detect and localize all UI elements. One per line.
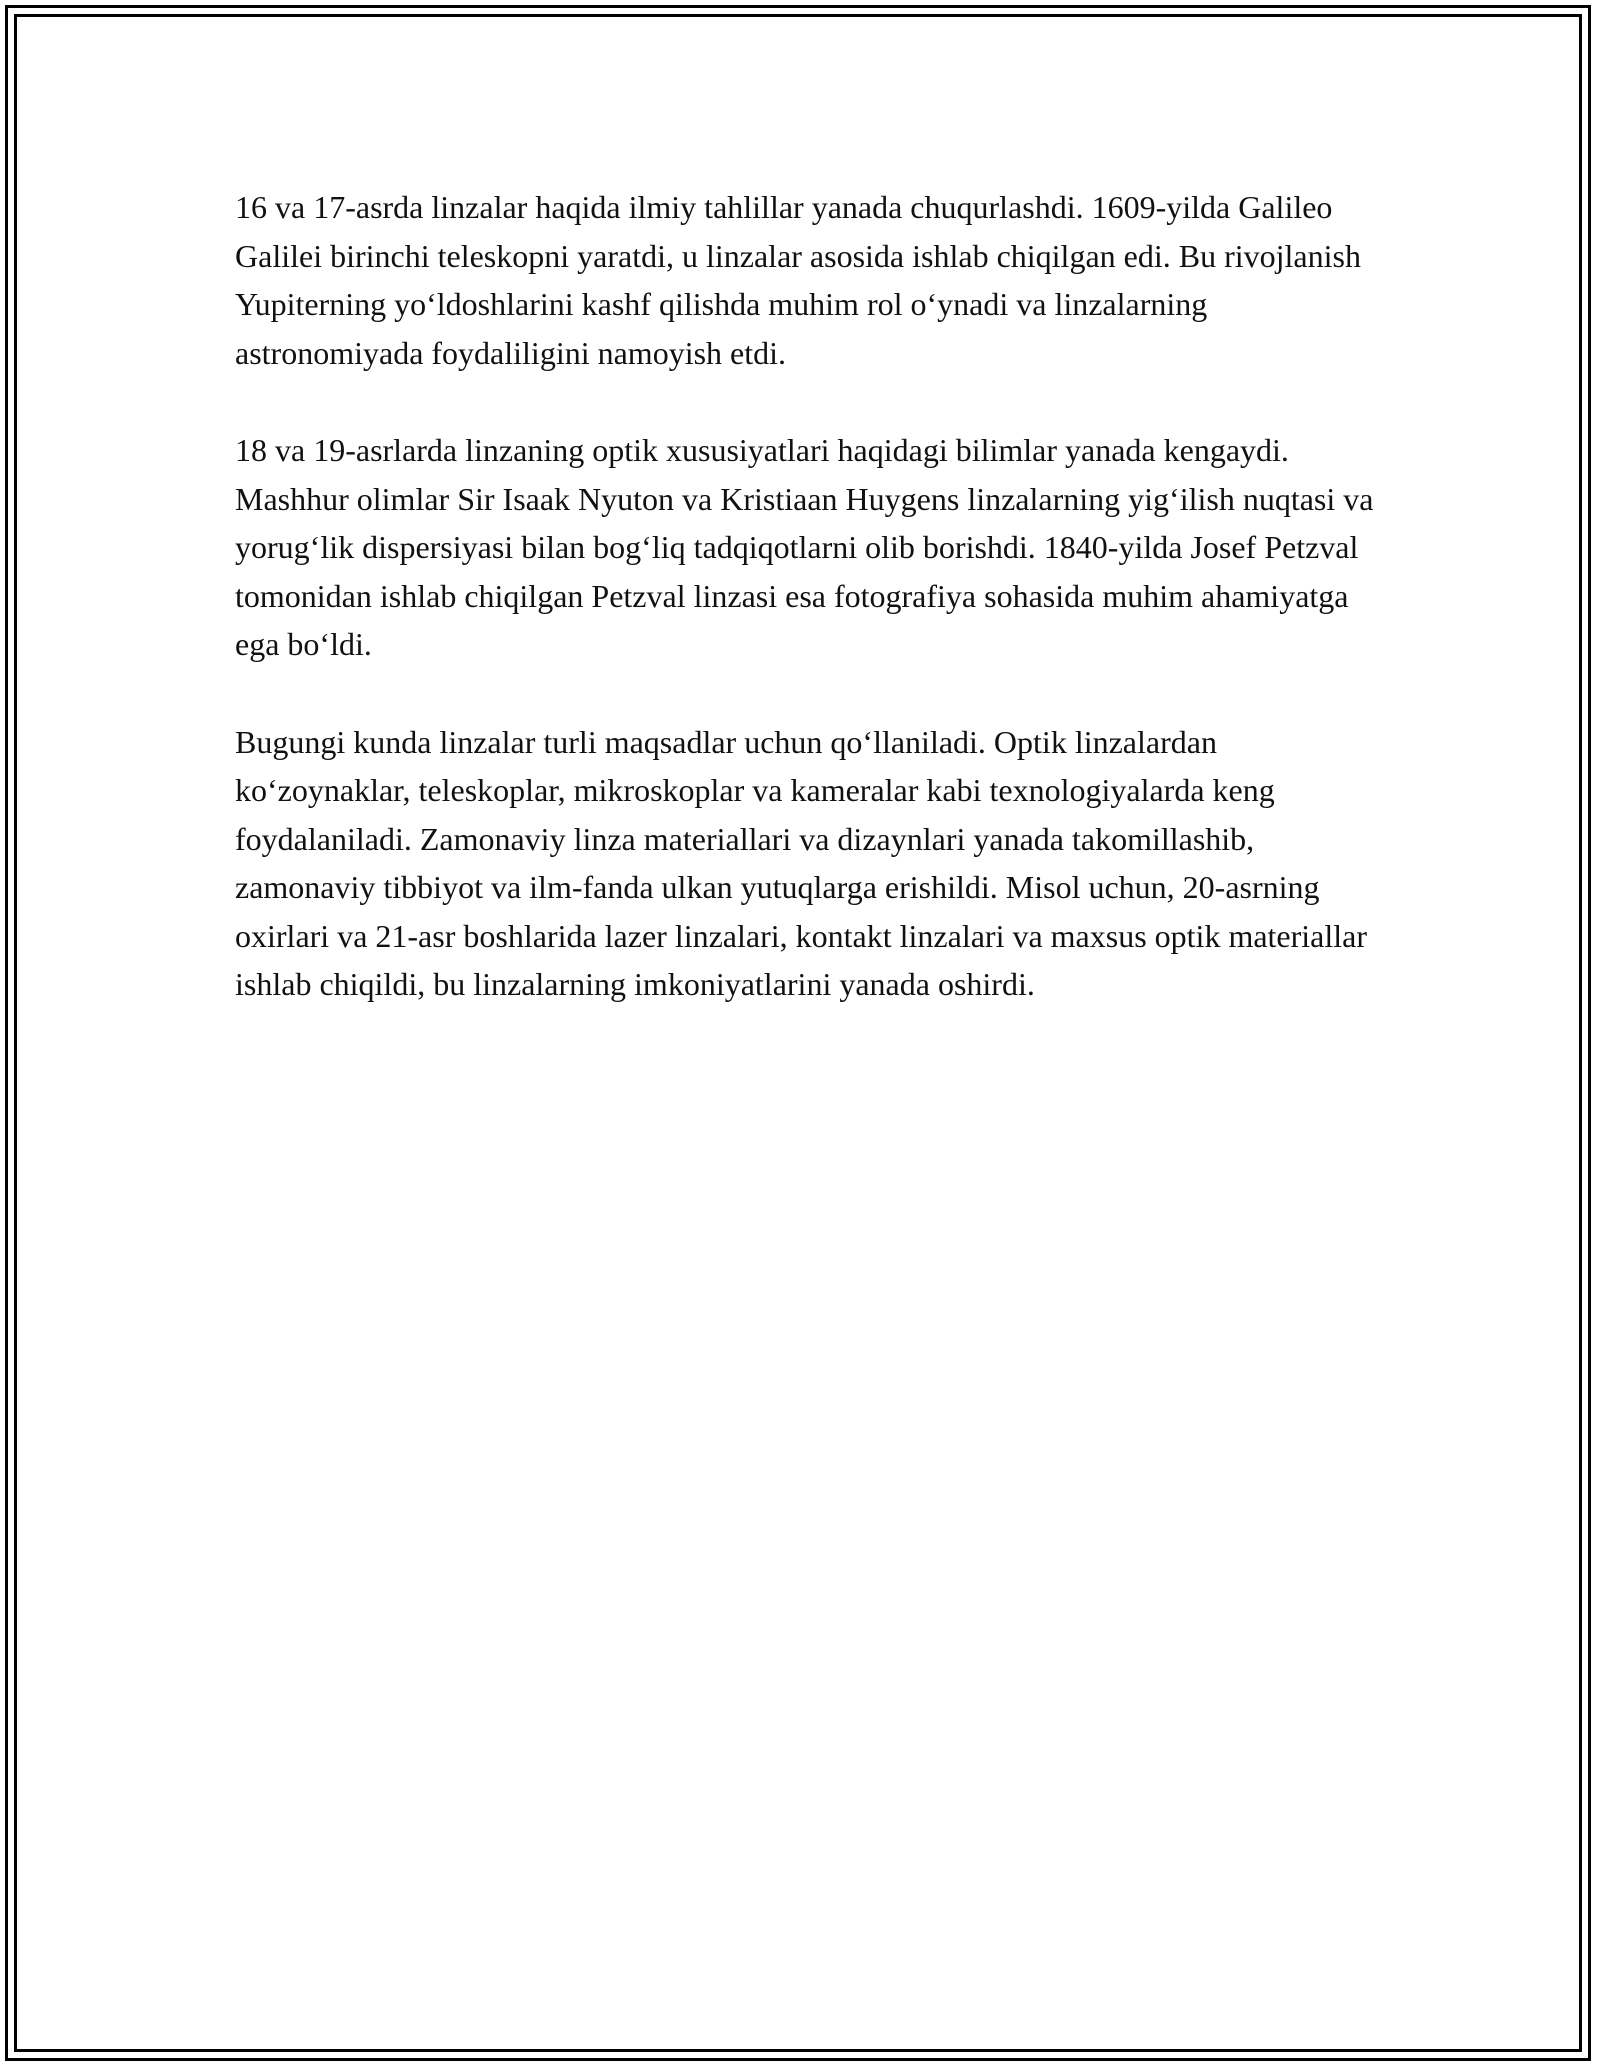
document-body (235, 183, 1385, 1058)
paragraph-galileo: 16 va 17-asrda linzalar haqida ilmiy tahlillar yanada chuqurlashdi. 1609-yilda Galileo Galilei birinchi teleskopni yaratdi, u linzalar asosida ishlab chiqilgan edi. Bu rivojlanish Yupiterning yo‘ldoshlarini kashf qilishda muhim rol o‘ynadi va linzalarning astronomiyada foydaliligini namoyish etdi. (235, 189, 1361, 371)
paragraph-modern-lenses: Bugungi kunda linzalar turli maqsadlar uchun qo‘llaniladi. Optik linzalardan ko‘zoynaklar, teleskoplar, mikroskoplar va kameralar kabi texnologiyalarda keng foydalaniladi. Zamonaviy linza materiallari va dizaynlari yanada takomillashib, zamonaviy tibbiyot va ilm-fanda ulkan yutuqlarga erishildi. Misol uchun, 20-asrning oxirlari va 21-asr boshlarida lazer linzalari, kontakt linzalari va maxsus optik materiallar ishlab chiqildi, bu linzalarning imkoniyatlarini yanada oshirdi. (235, 723, 1368, 1002)
paragraph-newton-huygens: 18 va 19-asrlarda linzaning optik xususiyatlari haqidagi bilimlar yanada kengaydi. Mashhur olimlar Sir Isaak Nyuton va Kristiaan Huygens linzalarning yig‘ilish nuqtasi va yorug‘lik dispersiyasi bilan bog‘liq tadqiqotlarni olib borishdi. 1840-yilda Josef Petzval tomonidan ishlab chiqilgan Petzval linzasi esa fotografiya sohasida muhim ahamiyatga ega bo‘ldi. (235, 432, 1374, 662)
